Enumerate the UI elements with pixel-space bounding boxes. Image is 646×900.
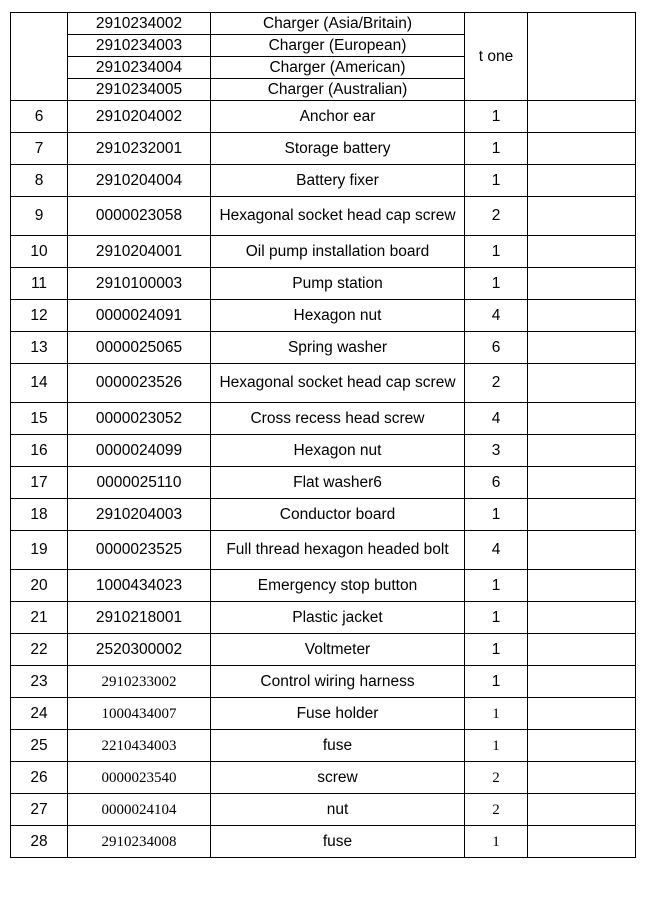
table-row — [11, 165, 636, 197]
part-code: 1000434007 — [68, 698, 211, 730]
remark-cell — [528, 403, 636, 435]
table-row — [11, 332, 636, 364]
part-qty: 1 — [465, 602, 528, 634]
part-qty: 1 — [465, 730, 528, 762]
table-row — [11, 300, 636, 332]
part-code: 2520300002 — [68, 634, 211, 666]
part-code: 0000025065 — [68, 332, 211, 364]
remark-cell — [528, 698, 636, 730]
row-number: 6 — [11, 101, 68, 133]
part-qty: 1 — [465, 236, 528, 268]
part-qty: 1 — [465, 499, 528, 531]
part-qty: 3 — [465, 435, 528, 467]
part-name: Charger (Australian) — [211, 79, 465, 101]
part-code: 2910232001 — [68, 133, 211, 165]
table-row — [11, 268, 636, 300]
table-row — [11, 794, 636, 826]
remark-cell — [528, 762, 636, 794]
part-name: Oil pump installation board — [211, 236, 465, 268]
table-row — [11, 570, 636, 602]
part-name: Anchor ear — [211, 101, 465, 133]
part-name: Hexagonal socket head cap screw — [211, 197, 465, 236]
table-row — [11, 602, 636, 634]
parts-table — [10, 12, 636, 858]
part-name: Voltmeter — [211, 634, 465, 666]
part-code: 2910234004 — [68, 57, 211, 79]
part-code: 2210434003 — [68, 730, 211, 762]
row-number: 21 — [11, 602, 68, 634]
part-qty: 1 — [465, 570, 528, 602]
part-name: Cross recess head screw — [211, 403, 465, 435]
row-number: 14 — [11, 364, 68, 403]
part-qty: 2 — [465, 762, 528, 794]
part-name: Charger (Asia/Britain) — [211, 13, 465, 35]
row-number: 16 — [11, 435, 68, 467]
row-number: 22 — [11, 634, 68, 666]
remark-cell — [528, 435, 636, 467]
table-row — [11, 364, 636, 403]
part-code: 2910233002 — [68, 666, 211, 698]
part-qty: 1 — [465, 698, 528, 730]
part-name: Hexagon nut — [211, 435, 465, 467]
row-number: 15 — [11, 403, 68, 435]
part-code: 0000024099 — [68, 435, 211, 467]
remark-cell — [528, 300, 636, 332]
row-number: 12 — [11, 300, 68, 332]
part-code: 1000434023 — [68, 570, 211, 602]
part-code: 0000023540 — [68, 762, 211, 794]
row-number: 24 — [11, 698, 68, 730]
remark-cell — [528, 570, 636, 602]
table-row — [11, 467, 636, 499]
part-code: 0000023525 — [68, 531, 211, 570]
part-code: 2910234008 — [68, 826, 211, 858]
remark-cell — [528, 602, 636, 634]
table-row — [11, 133, 636, 165]
remark-cell — [528, 101, 636, 133]
remark-cell — [528, 13, 636, 101]
remark-cell — [528, 197, 636, 236]
part-qty: 4 — [465, 300, 528, 332]
part-code: 0000025110 — [68, 467, 211, 499]
row-number: 20 — [11, 570, 68, 602]
part-code: 2910204004 — [68, 165, 211, 197]
table-row — [11, 634, 636, 666]
remark-cell — [528, 467, 636, 499]
part-qty: 1 — [465, 268, 528, 300]
part-name: fuse — [211, 826, 465, 858]
part-name: fuse — [211, 730, 465, 762]
table-row — [11, 236, 636, 268]
part-qty: 1 — [465, 634, 528, 666]
table-row — [11, 197, 636, 236]
row-number: 10 — [11, 236, 68, 268]
part-qty: 1 — [465, 133, 528, 165]
row-number: 11 — [11, 268, 68, 300]
part-name: Charger (American) — [211, 57, 465, 79]
part-name: screw — [211, 762, 465, 794]
remark-cell — [528, 236, 636, 268]
remark-cell — [528, 165, 636, 197]
part-name: Pump station — [211, 268, 465, 300]
part-qty: 4 — [465, 531, 528, 570]
remark-cell — [528, 531, 636, 570]
remark-cell — [528, 826, 636, 858]
remark-cell — [528, 133, 636, 165]
part-qty: 1 — [465, 165, 528, 197]
row-number: 28 — [11, 826, 68, 858]
part-qty: 6 — [465, 332, 528, 364]
part-qty: t one — [465, 13, 528, 101]
table-row — [11, 435, 636, 467]
part-code: 0000023052 — [68, 403, 211, 435]
row-number — [11, 13, 68, 101]
row-number: 17 — [11, 467, 68, 499]
part-code: 2910234002 — [68, 13, 211, 35]
part-qty: 2 — [465, 364, 528, 403]
part-name: Spring washer — [211, 332, 465, 364]
row-number: 13 — [11, 332, 68, 364]
part-code: 0000023058 — [68, 197, 211, 236]
parts-table-body — [11, 13, 636, 858]
part-code: 0000024091 — [68, 300, 211, 332]
part-code: 2910218001 — [68, 602, 211, 634]
row-number: 25 — [11, 730, 68, 762]
part-name: nut — [211, 794, 465, 826]
remark-cell — [528, 666, 636, 698]
table-row — [11, 698, 636, 730]
remark-cell — [528, 268, 636, 300]
table-row — [11, 403, 636, 435]
remark-cell — [528, 794, 636, 826]
row-number: 8 — [11, 165, 68, 197]
remark-cell — [528, 364, 636, 403]
part-code: 0000024104 — [68, 794, 211, 826]
row-number: 23 — [11, 666, 68, 698]
part-qty: 2 — [465, 794, 528, 826]
part-name: Control wiring harness — [211, 666, 465, 698]
remark-cell — [528, 730, 636, 762]
part-code: 2910234003 — [68, 35, 211, 57]
part-name: Battery fixer — [211, 165, 465, 197]
table-row — [11, 531, 636, 570]
remark-cell — [528, 634, 636, 666]
table-row — [11, 666, 636, 698]
part-name: Hexagon nut — [211, 300, 465, 332]
part-name: Plastic jacket — [211, 602, 465, 634]
part-code: 2910204003 — [68, 499, 211, 531]
part-code: 2910204001 — [68, 236, 211, 268]
part-name: Flat washer6 — [211, 467, 465, 499]
table-row — [11, 499, 636, 531]
part-name: Hexagonal socket head cap screw — [211, 364, 465, 403]
part-code: 2910234005 — [68, 79, 211, 101]
remark-cell — [528, 499, 636, 531]
part-qty: 4 — [465, 403, 528, 435]
row-number: 27 — [11, 794, 68, 826]
row-number: 7 — [11, 133, 68, 165]
table-row — [11, 762, 636, 794]
part-name: Storage battery — [211, 133, 465, 165]
row-number: 19 — [11, 531, 68, 570]
part-qty: 1 — [465, 826, 528, 858]
row-number: 26 — [11, 762, 68, 794]
table-row — [11, 826, 636, 858]
part-name: Emergency stop button — [211, 570, 465, 602]
part-qty: 6 — [465, 467, 528, 499]
row-number: 18 — [11, 499, 68, 531]
part-name: Charger (European) — [211, 35, 465, 57]
row-number: 9 — [11, 197, 68, 236]
remark-cell — [528, 332, 636, 364]
part-qty: 1 — [465, 101, 528, 133]
part-qty: 1 — [465, 666, 528, 698]
part-code: 0000023526 — [68, 364, 211, 403]
part-qty: 2 — [465, 197, 528, 236]
part-name: Fuse holder — [211, 698, 465, 730]
table-row — [11, 101, 636, 133]
table-row — [11, 13, 636, 35]
part-name: Conductor board — [211, 499, 465, 531]
part-code: 2910204002 — [68, 101, 211, 133]
table-row — [11, 730, 636, 762]
part-name: Full thread hexagon headed bolt — [211, 531, 465, 570]
part-code: 2910100003 — [68, 268, 211, 300]
